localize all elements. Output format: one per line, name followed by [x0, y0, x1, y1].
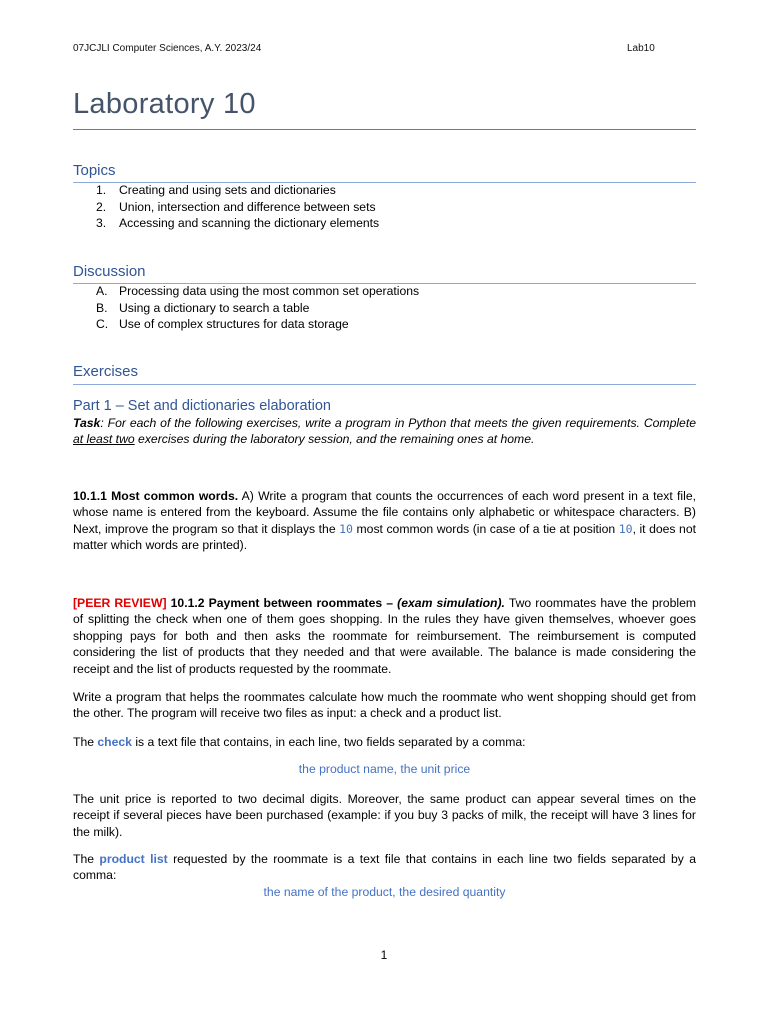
list-item [96, 283, 419, 300]
list-marker: 3. [96, 216, 107, 230]
task-label: Task [73, 416, 101, 430]
unit-price-paragraph: The unit price is reported to two decimal digits. Moreover, the same product can appear several times on the receipt if several pieces have been purchased (example: if you buy 3 packs of milk, the receipt will have 3 lines for the milk). [73, 792, 696, 839]
page-number: 1 [380, 948, 388, 962]
exercise-paragraph-2: Write a program that helps the roommates calculate how much the roommate who went shopping should get from the other. The program will receive two files as input: a check and a product list. [73, 690, 696, 721]
list-item [96, 215, 379, 232]
exercises-divider [73, 384, 696, 385]
paragraph-text: requested by the roommate is a text file that contains in each line two fields separated by a comma: [73, 852, 696, 883]
discussion-list [96, 283, 419, 333]
list-item-text: Processing data using the most common set operations [119, 284, 420, 298]
code-literal: 10 [339, 521, 353, 536]
list-marker: C. [96, 317, 109, 331]
product-list-paragraph [73, 851, 696, 884]
topics-heading: Topics [73, 162, 116, 179]
discussion-heading: Discussion [73, 263, 146, 280]
exercise-title: 10.1.1 Most common words. [73, 489, 239, 503]
check-format: the product name, the unit price [298, 762, 471, 776]
peer-review-tag: [PEER REVIEW] [73, 596, 167, 610]
list-item-text: Use of complex structures for data storage [119, 317, 349, 331]
list-item-text: Accessing and scanning the dictionary elements [119, 216, 380, 230]
list-marker: B. [96, 300, 108, 315]
header-lab: Lab10 [627, 43, 655, 54]
paragraph-text: The [73, 852, 100, 866]
exercise-title: 10.1.2 Payment between roommates – [166, 596, 398, 610]
list-item-text: Using a dictionary to search a table [119, 300, 310, 315]
header-course: 07JCJLI Computer Sciences, A.Y. 2023/24 [73, 43, 262, 54]
list-marker: 2. [96, 199, 107, 214]
exercise-10-1-2 [73, 595, 696, 677]
task-paragraph [73, 415, 696, 448]
exercise-title-italic: (exam simulation). [397, 596, 505, 610]
list-item [96, 199, 379, 216]
code-literal: 10 [618, 521, 633, 536]
product-list-keyword: product list [99, 852, 168, 866]
product-list-format: the name of the product, the desired quantity [263, 885, 506, 899]
check-keyword: check [97, 735, 132, 749]
exercise-10-1-1 [73, 488, 696, 554]
task-text-end: exercises during the laboratory session, and the remaining ones at home. [134, 432, 535, 447]
exercise-text: most common words (in case of a tie at position [352, 521, 619, 536]
exercises-heading: Exercises [73, 363, 139, 380]
list-item [96, 300, 419, 317]
exercise-text: A) Write a program that counts the occurrences of each word present in a text file, whose name is entered from the keyboard. Assume the file contains only alphabetic or whitespace characters. B) Next, improve the program so that it displays the [73, 489, 696, 536]
list-item [96, 182, 379, 199]
paragraph-text: is a text file that contains, in each line, two fields separated by a comma: [131, 735, 526, 749]
topics-list [96, 182, 379, 232]
paragraph-text: The [73, 735, 98, 749]
list-item-text: Creating and using sets and dictionaries [119, 183, 336, 197]
list-marker: 1. [96, 183, 107, 197]
part1-title: Part 1 – Set and dictionaries elaboration [73, 398, 331, 414]
task-text: : For each of the following exercises, write a program in Python that meets the given requirements. Complete [100, 416, 696, 430]
list-item-text: Union, intersection and difference between sets [119, 199, 376, 214]
task-underlined: at least two [73, 432, 135, 447]
exercise-text: , it does not matter which words are printed). [73, 521, 696, 553]
title-divider [73, 129, 696, 130]
page-title: Laboratory 10 [73, 88, 256, 120]
list-marker: A. [96, 284, 108, 298]
list-item [96, 316, 419, 333]
exercise-text: Two roommates have the problem of splitting the check when one of them goes shopping. In the rules they have given themselves, whoever goes shopping pays for both and then asks the roommate for reimbursement. The reimbursement is computed considering the list of products that they needed and that were available. The balance is made considering the receipt and the list of products requested by the roommate. [73, 596, 697, 676]
check-paragraph [73, 734, 696, 750]
